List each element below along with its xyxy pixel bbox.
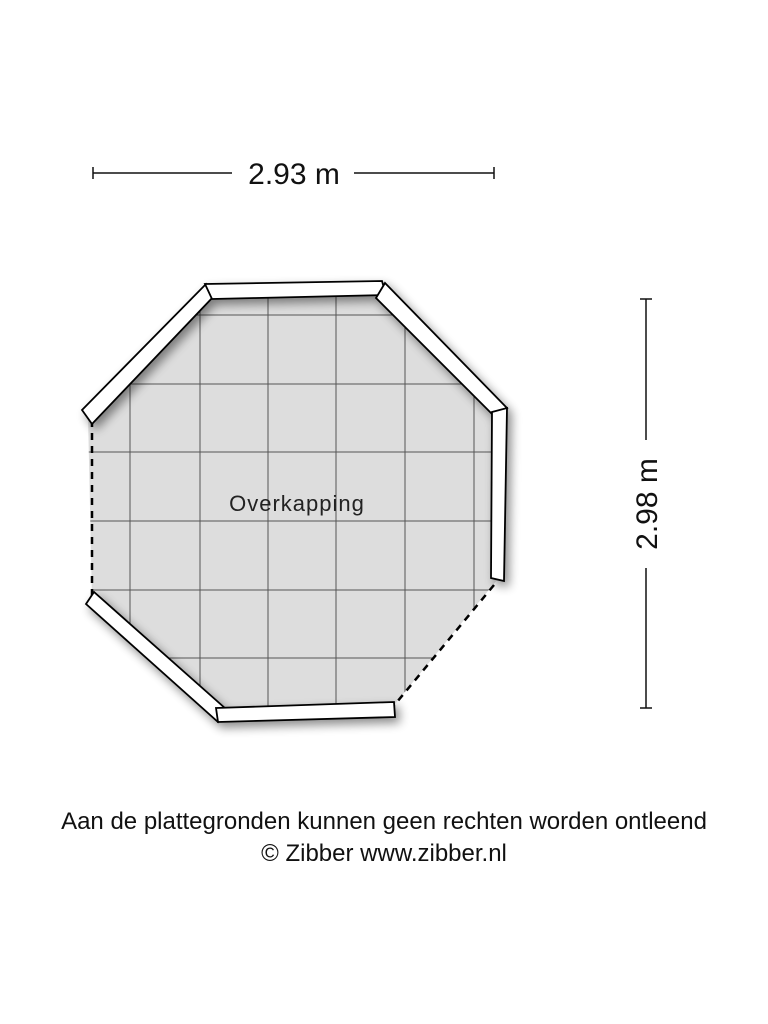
wall-top	[205, 281, 386, 299]
copyright-text: © Zibber www.zibber.nl	[261, 840, 507, 867]
height-dimension	[631, 299, 664, 708]
room-label: Overkapping	[229, 491, 365, 516]
disclaimer-text: Aan de plattegronden kunnen geen rechten worden ontleend	[61, 808, 707, 835]
width-dimension	[93, 158, 494, 191]
width-label: 2.93 m	[248, 158, 340, 191]
height-label: 2.98 m	[631, 458, 664, 550]
wall-right	[491, 408, 507, 581]
